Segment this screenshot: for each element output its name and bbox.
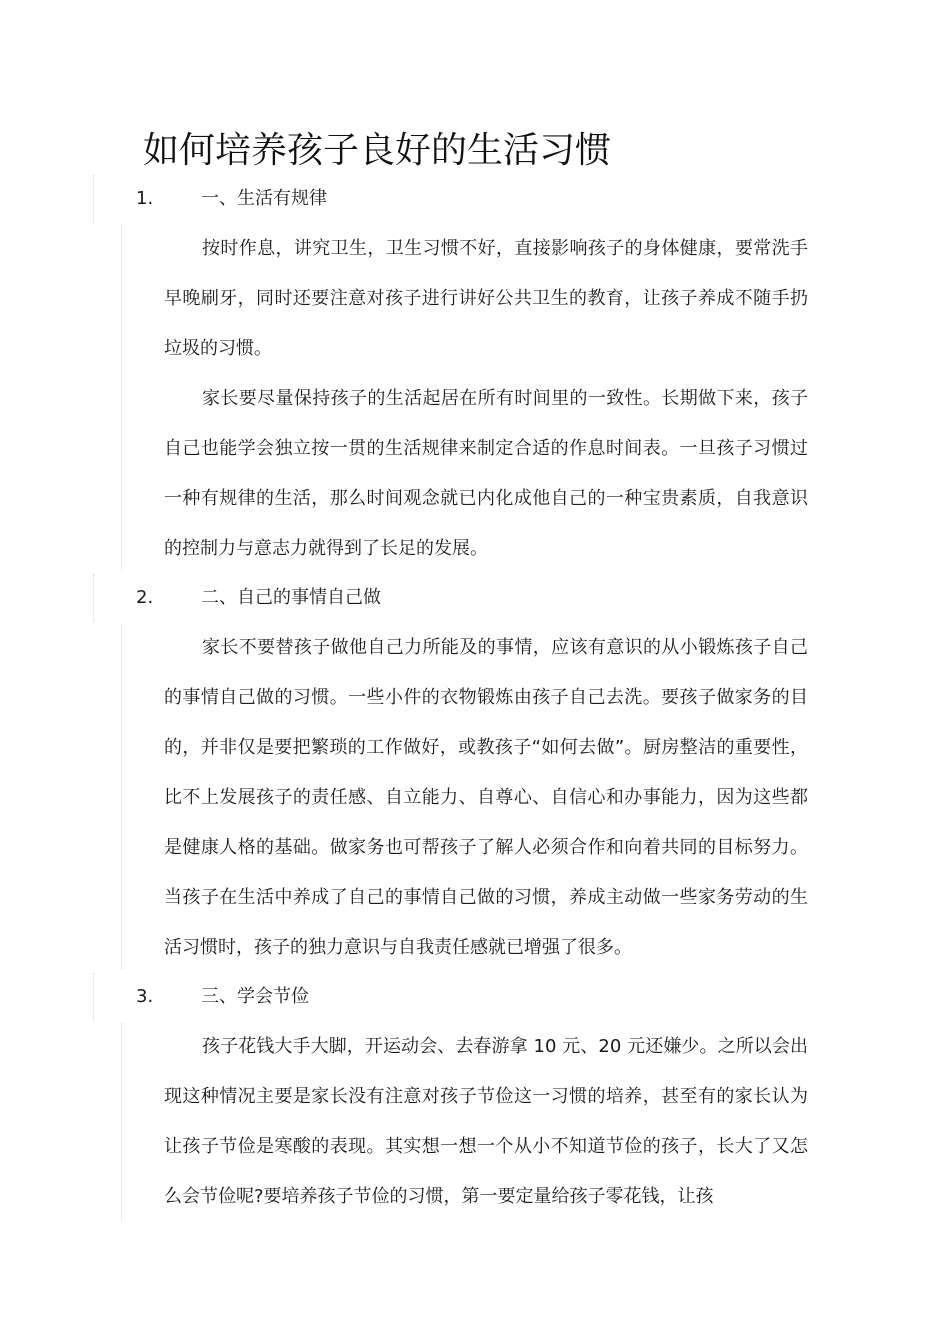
section-number: 1. [136,188,154,209]
paragraph: 按时作息，讲究卫生，卫生习惯不好，直接影响孩子的身体健康，要常洗手早晚刷牙，同时还要注意对孩子进行讲好公共卫生的教育，让孩子养成不随手扔垃圾的习惯。 [164,238,808,359]
section-heading [0,982,950,1012]
document-title: 如何培养孩子良好的生活习惯 [143,130,612,171]
margin-guide [121,1023,122,1221]
section-title: 二、自己的事情自己做 [201,587,381,608]
paragraph: 家长要尽量保持孩子的生活起居在所有时间里的一致性。长期做下来，孩子自己也能学会独立按一贯的生活规律来制定合适的作息时间表。一旦孩子习惯过一种有规律的生活，那么时间观念就已内化成他自己的一种宝贵素质，自我意识的控制力与意志力就得到了长足的发展。 [164,388,808,559]
paragraph: 孩子花钱大手大脚，开运动会、去春游拿 10 元、20 元还嫌少。之所以会出现这种情况主要是家长没有注意对孩子节俭这一习惯的培养，甚至有的家长认为让孩子节俭是寒酸的表现。其实想一想一个从小不知道节俭的孩子，长大了又怎么会节俭呢?要培养孩子节俭的习惯，第一要定量给孩子零花钱，让孩 [164,1036,808,1207]
section-heading [0,583,950,613]
section-title: 一、生活有规律 [201,188,327,209]
section-number: 3. [136,986,154,1007]
section-title: 三、学会节俭 [201,986,309,1007]
paragraph: 家长不要替孩子做他自己力所能及的事情，应该有意识的从小锻炼孩子自己的事情自己做的习惯。一些小件的衣物锻炼由孩子自己去洗。要孩子做家务的目的，并非仅是要把繁琐的工作做好，或教孩子“如何去做”。厨房整洁的重要性，比不上发展孩子的责任感、自立能力、自尊心、自信心和办事能力，因为这些都是健康人格的基础。做家务也可帮孩子了解人必须合作和向着共同的目标努力。当孩子在生活中养成了自己的事情自己做的习惯，养成主动做一些家务劳动的生活习惯时，孩子的独力意识与自我责任感就已增强了很多。 [164,637,808,958]
section-number: 2. [136,587,154,608]
section-heading [0,184,950,214]
margin-guide [121,624,122,969]
margin-guide [121,225,122,570]
